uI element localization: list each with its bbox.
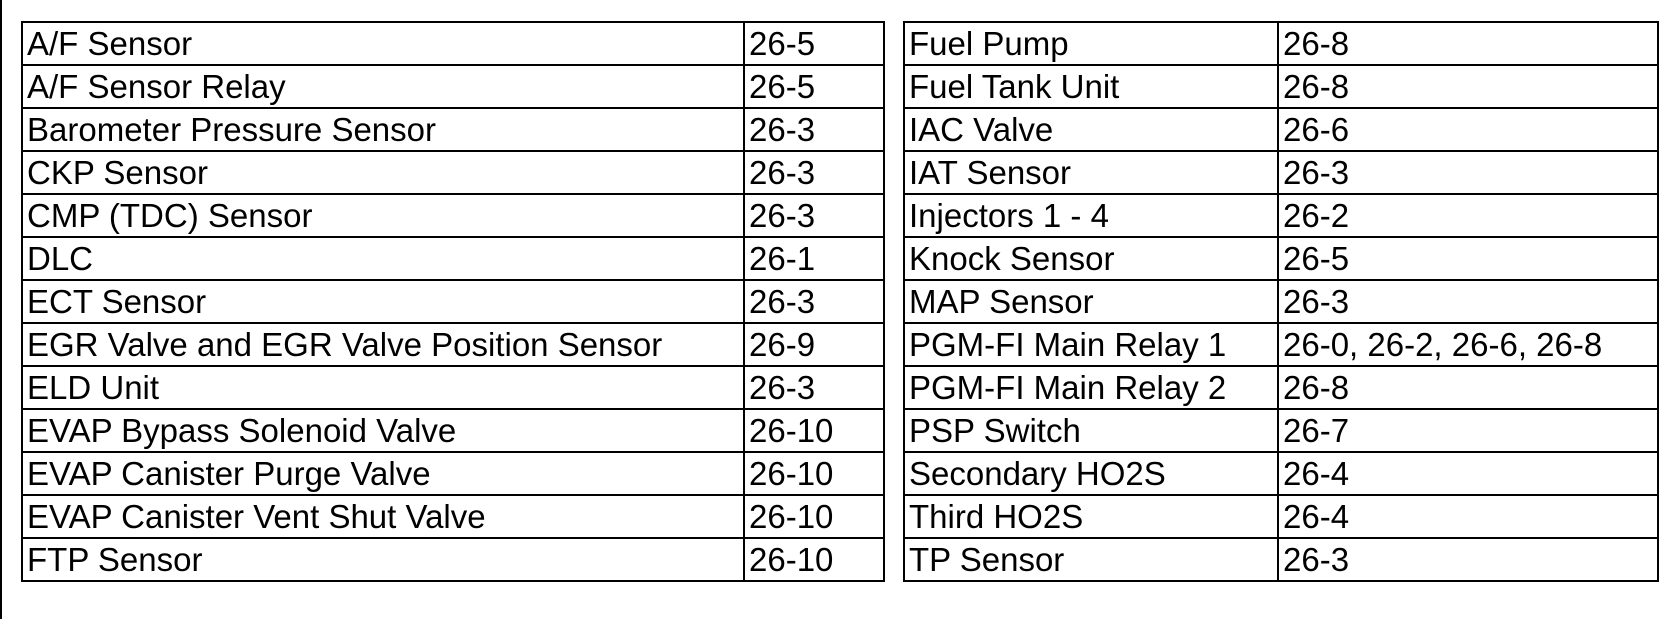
component-name-cell: PGM-FI Main Relay 1	[904, 323, 1278, 366]
component-name-cell: CKP Sensor	[22, 151, 744, 194]
page-reference-cell: 26-9	[744, 323, 884, 366]
table-row	[22, 452, 884, 495]
page-reference-cell: 26-3	[744, 151, 884, 194]
component-name-cell: IAT Sensor	[904, 151, 1278, 194]
table-row	[22, 280, 884, 323]
table-row	[22, 108, 884, 151]
component-index-table-left	[21, 21, 885, 582]
page-reference-cell: 26-3	[744, 280, 884, 323]
component-name-cell: TP Sensor	[904, 538, 1278, 581]
page-reference-cell: 26-1	[744, 237, 884, 280]
table-row	[904, 108, 1658, 151]
page-reference-cell: 26-3	[744, 108, 884, 151]
component-name-cell: A/F Sensor	[22, 22, 744, 65]
page-reference-cell: 26-7	[1278, 409, 1658, 452]
table-row	[904, 194, 1658, 237]
component-index-table-right	[903, 21, 1659, 582]
table-row	[904, 237, 1658, 280]
page-reference-cell: 26-6	[1278, 108, 1658, 151]
table-row	[22, 237, 884, 280]
component-name-cell: EGR Valve and EGR Valve Position Sensor	[22, 323, 744, 366]
page-reference-cell: 26-5	[1278, 237, 1658, 280]
page-reference-cell: 26-10	[744, 538, 884, 581]
table-row	[904, 280, 1658, 323]
page-reference-cell: 26-4	[1278, 495, 1658, 538]
component-name-cell: EVAP Canister Vent Shut Valve	[22, 495, 744, 538]
component-name-cell: PGM-FI Main Relay 2	[904, 366, 1278, 409]
component-name-cell: Barometer Pressure Sensor	[22, 108, 744, 151]
table-row	[904, 22, 1658, 65]
component-name-cell: Knock Sensor	[904, 237, 1278, 280]
table-row	[904, 65, 1658, 108]
component-name-cell: EVAP Bypass Solenoid Valve	[22, 409, 744, 452]
page-reference-cell: 26-10	[744, 452, 884, 495]
component-name-cell: EVAP Canister Purge Valve	[22, 452, 744, 495]
table-row	[22, 151, 884, 194]
component-name-cell: Secondary HO2S	[904, 452, 1278, 495]
table-row	[22, 65, 884, 108]
table-row	[22, 323, 884, 366]
component-name-cell: CMP (TDC) Sensor	[22, 194, 744, 237]
component-name-cell: FTP Sensor	[22, 538, 744, 581]
table-row	[22, 22, 884, 65]
table-row	[22, 366, 884, 409]
table-row	[904, 151, 1658, 194]
component-name-cell: IAC Valve	[904, 108, 1278, 151]
page-reference-cell: 26-10	[744, 495, 884, 538]
component-name-cell: Injectors 1 - 4	[904, 194, 1278, 237]
page-reference-cell: 26-8	[1278, 366, 1658, 409]
page-reference-cell: 26-10	[744, 409, 884, 452]
page-reference-cell: 26-0, 26-2, 26-6, 26-8	[1278, 323, 1658, 366]
component-name-cell: ECT Sensor	[22, 280, 744, 323]
table-row	[22, 538, 884, 581]
component-name-cell: Fuel Pump	[904, 22, 1278, 65]
table-row	[22, 495, 884, 538]
page-reference-cell: 26-3	[1278, 538, 1658, 581]
component-name-cell: A/F Sensor Relay	[22, 65, 744, 108]
component-name-cell: MAP Sensor	[904, 280, 1278, 323]
table-row	[22, 409, 884, 452]
component-name-cell: ELD Unit	[22, 366, 744, 409]
table-row	[904, 409, 1658, 452]
component-name-cell: Third HO2S	[904, 495, 1278, 538]
page-reference-cell: 26-2	[1278, 194, 1658, 237]
table-row	[904, 452, 1658, 495]
page-reference-cell: 26-4	[1278, 452, 1658, 495]
page-left-border	[0, 0, 2, 619]
table-row	[904, 495, 1658, 538]
table-row	[22, 194, 884, 237]
table-row	[904, 323, 1658, 366]
page-reference-cell: 26-3	[744, 366, 884, 409]
component-name-cell: Fuel Tank Unit	[904, 65, 1278, 108]
page-reference-cell: 26-8	[1278, 22, 1658, 65]
component-name-cell: DLC	[22, 237, 744, 280]
table-row	[904, 538, 1658, 581]
page-reference-cell: 26-3	[1278, 151, 1658, 194]
page-reference-cell: 26-3	[744, 194, 884, 237]
page-reference-cell: 26-8	[1278, 65, 1658, 108]
page-reference-cell: 26-3	[1278, 280, 1658, 323]
page-reference-cell: 26-5	[744, 65, 884, 108]
component-name-cell: PSP Switch	[904, 409, 1278, 452]
table-row	[904, 366, 1658, 409]
page-reference-cell: 26-5	[744, 22, 884, 65]
